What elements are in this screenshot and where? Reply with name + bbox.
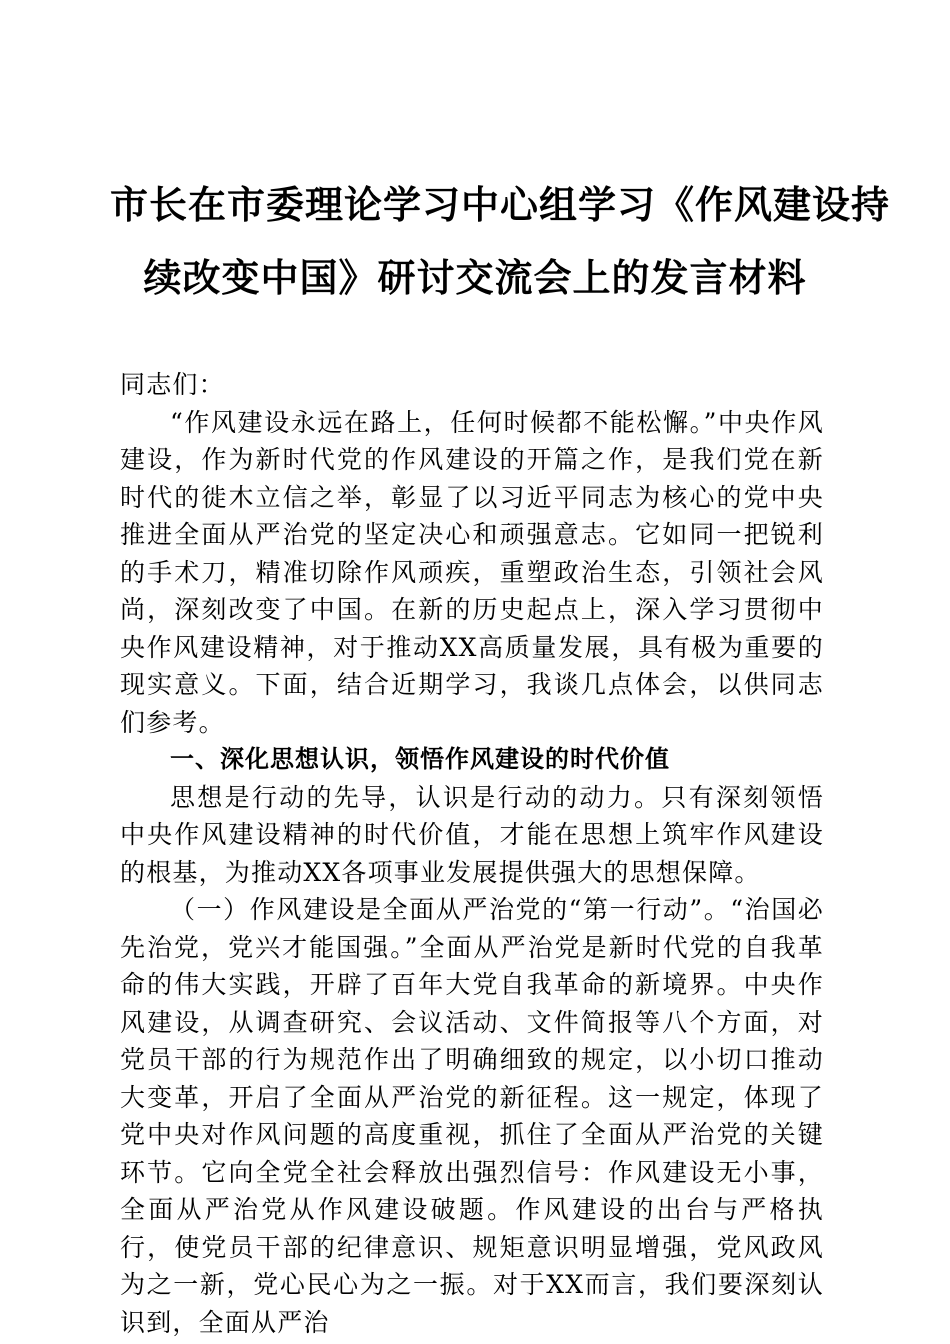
section-1-intro-paragraph: 思想是行动的先导，认识是行动的动力。只有深刻领悟中央作风建设精神的时代价值，才能在思想上筑牢作风建设的根基，为推动XX各项事业发展提供强大的思想保障。: [120, 782, 824, 887]
title-line-2: 续改变中国》研讨交流会上的发言材料: [143, 255, 807, 300]
section-1-point-1-paragraph: （一）作风建设是全面从严治党的“第一行动”。“治国必先治党，党兴才能国强。”全面从严治党是新时代党的自我革命的伟大实践，开辟了百年大党自我革命的新境界。中央作风建设，从调查研究、会议活动、文件简报等八个方面，对党员干部的行为规范作出了明确细致的规定，以小切口推动大变革，开启了全面从严治党的新征程。这一规定，体现了党中央对作风问题的高度重视，抓住了全面从严治党的关键环节。它向全党全社会释放出强烈信号：作风建设无小事，全面从严治党从作风建设破题。作风建设的出台与严格执行，使党员干部的纪律意识、规矩意识明显增强，党风政风为之一新，党心民心为之一振。对于XX而言，我们要深刻认识到，全面从严治: [120, 895, 824, 1337]
title-line-1: 市长在市委理论学习中心组学习《作风建设持: [110, 182, 891, 227]
section-heading-1: 一、深化思想认识，领悟作风建设的时代价值: [170, 745, 670, 773]
opening-paragraph: “作风建设永远在路上，任何时候都不能松懈。”中央作风建设，作为新时代党的作风建设的开篇之作，是我们党在新时代的徙木立信之举，彰显了以习近平同志为核心的党中央推进全面从严治党的坚定决心和顽强意志。它如同一把锐利的手术刀，精准切除作风顽疾，重塑政治生态，引领社会风尚，深刻改变了中国。在新的历史起点上，深入学习贯彻中央作风建设精神，对于推动XX高质量发展，具有极为重要的现实意义。下面，结合近期学习，我谈几点体会，以供同志们参考。: [120, 407, 824, 737]
document-title: [110, 168, 891, 314]
document-body: [120, 366, 824, 1341]
salutation: 同志们：: [120, 370, 225, 399]
